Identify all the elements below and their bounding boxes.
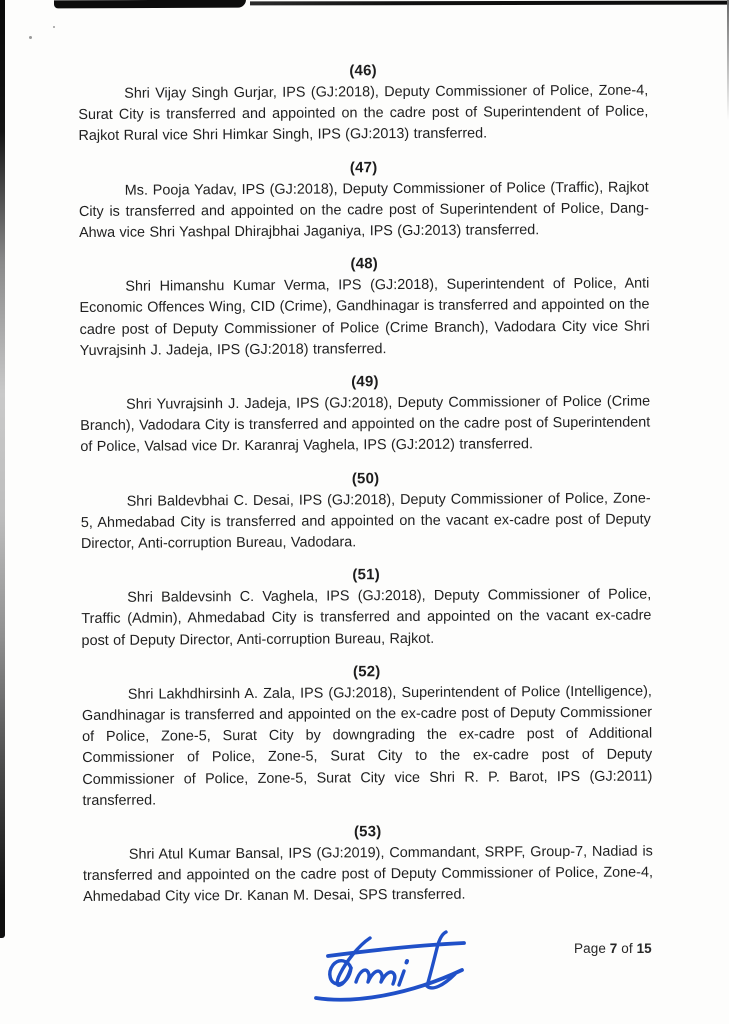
- order-item-text: Shri Yuvrajsinh J. Jadeja, IPS (GJ:2018), Deputy Commissioner of Police (Crime Branch), Vadodara City is transferred and appointed on the cadre post of Superintendent of Police, Valsad vice Dr. Karanraj Vaghela, IPS (GJ:2012) transferred.: [80, 393, 651, 456]
- signature-ink: [306, 918, 478, 1006]
- order-item: [79, 155, 650, 244]
- scan-artifact-left-edge: [0, 0, 5, 938]
- order-item-number: (53): [353, 823, 382, 841]
- order-item: [78, 59, 649, 148]
- order-item-number: (51): [352, 566, 380, 584]
- order-item-number: (49): [351, 373, 379, 391]
- page-number-current: 7: [609, 941, 618, 956]
- scan-artifact-top-band: [54, 0, 246, 8]
- order-item: [80, 370, 651, 459]
- order-item-text: Shri Baldevbhai C. Desai, IPS (GJ:2018), Deputy Commissioner of Police, Zone-5, Ahmedabad City is transferred and appointed on the vacant ex-cadre post of Deputy Director, Anti-corruption Bureau, Vadodara.: [80, 490, 651, 553]
- order-item-text: Shri Lakhdhirsinh A. Zala, IPS (GJ:2018), Superintendent of Police (Intelligence), Gandhinagar is transferred and appointed on the ex-cadre post of Deputy Commissioner of Police, Zone-5, Surat City by downgrading the ex-cadre post of Additional Commissioner of Police, Zone-5, Surat City to the ex-cadre post of Deputy Commissioner of Police, Zone-5, Surat City vice Shri R. P. Barot, IPS (GJ:2011) transferred.: [81, 683, 653, 809]
- order-item-text: Shri Himanshu Kumar Verma, IPS (GJ:2018), Superintendent of Police, Anti Economic Offences Wing, CID (Crime), Gandhinagar is transferred and appointed on the cadre post of Deputy Commissioner of Police (Crime Branch), Vadodara City vice Shri Yuvrajsinh J. Jadeja, IPS (GJ:2018) transferred.: [79, 275, 650, 359]
- order-paragraph-list: [78, 59, 653, 909]
- scan-artifact-top-line: [250, 1, 729, 6]
- order-item-text: Shri Atul Kumar Bansal, IPS (GJ:2019), Commandant, SRPF, Group-7, Nadiad is transferred and appointed on the cadre post of Deputy Commissioner of Police, Zone-4, Ahmedabad City vice Dr. Kanan M. Desai, SPS transferred.: [82, 843, 654, 906]
- order-item-number: (47): [349, 158, 378, 176]
- page-number-separator: of: [617, 941, 637, 956]
- order-item-number: (50): [351, 469, 380, 487]
- order-item: [83, 820, 654, 909]
- order-item: [79, 252, 650, 362]
- order-item: [81, 563, 652, 652]
- scan-speck: [53, 26, 55, 28]
- page-number-prefix: Page: [574, 941, 610, 956]
- order-item-number: (46): [349, 62, 377, 80]
- order-item-text: Shri Baldevsinh C. Vaghela, IPS (GJ:2018), Deputy Commissioner of Police, Traffic (Admin), Ahmedabad City is transferred and appointed on the vacant ex-cadre post of Deputy Director, Anti-corruption Bureau, Rajkot.: [81, 586, 652, 649]
- order-item: [82, 659, 653, 812]
- page-number-total: 15: [636, 941, 652, 956]
- order-item-text: Ms. Pooja Yadav, IPS (GJ:2018), Deputy Commissioner of Police (Traffic), Rajkot City is transferred and appointed on the cadre post of Superintendent of Police, Dang-Ahwa vice Shri Yashpal Dhirajbhai Jaganiya, IPS (GJ:2013) transferred.: [78, 179, 649, 242]
- order-item-text: Shri Vijay Singh Gurjar, IPS (GJ:2018), Deputy Commissioner of Police, Zone-4, Surat City is transferred and appointed on the cadre post of Superintendent of Police, Rajkot Rural vice Shri Himkar Singh, IPS (GJ:2013) transferred.: [78, 82, 649, 145]
- order-item-number: (48): [350, 255, 379, 273]
- page-number: [574, 941, 652, 956]
- order-item-number: (52): [352, 663, 381, 681]
- order-item: [80, 466, 651, 555]
- scan-speck: [29, 36, 32, 39]
